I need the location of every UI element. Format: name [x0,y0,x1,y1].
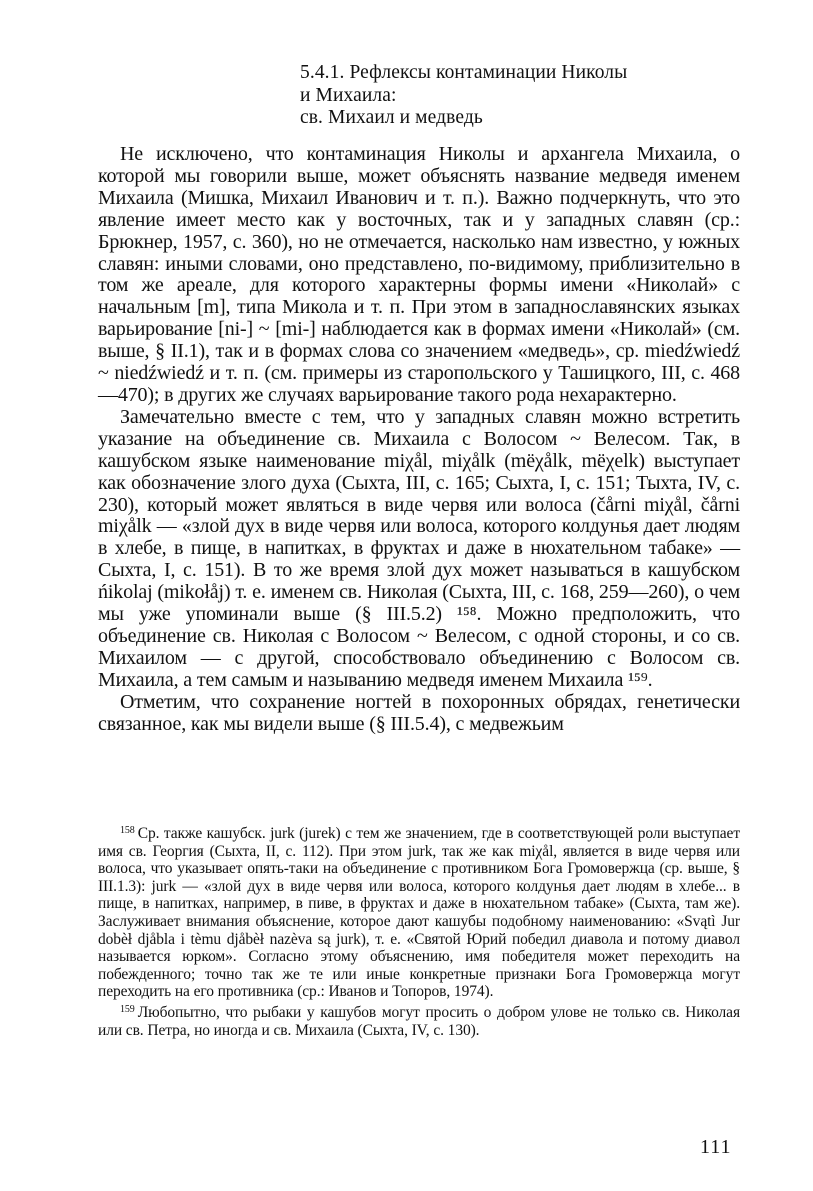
footnote-158 [98,822,740,1001]
heading-line-1: 5.4.1. Рефлексы контаминации Николы [300,62,628,83]
footnote-159 [98,1001,740,1039]
page-number: 111 [700,1136,732,1158]
footnote-number: 158 [120,825,135,836]
paragraph-1: Не исключено, что контаминация Николы и архангела Михаила, о которой мы говорили выше, может объяснять название медведя именем Михаила (Мишка, Михаил Иванович и т. п.). Важно подчеркнуть, что это явление имеет место как у восточных, так и у западных славян (ср.: Брюкнер, 1957, с. 360), но не отмечается, насколько нам известно, у южных славян: иными словами, оно представлено, по-видимому, приблизительно в том же ареале, для которого характерны формы имени «Николай» с начальным [m], типа Микола и т. п. При этом в западнославянских языках варьирование [ni-] ~ [mi-] наблюдается как в формах имени «Николай» (см. выше, § II.1), так и в формах слова со значением «медведь», ср. miedźwiedź ~ niedźwiedź и т. п. (см. примеры из старопольского у Ташицкого, III, с. 468—470); в других же случаях варьирование такого рода нехарактерно. [98,143,740,406]
paragraph-3: Отметим, что сохранение ногтей в похоронных обрядах, генетически связанное, как мы видели выше (§ III.5.4), с медвежьим [98,690,740,735]
heading-line-3: св. Михаил и медведь [300,107,483,128]
section-heading [300,62,760,130]
paragraph-2: Замечательно вместе с тем, что у западных славян можно встретить указание на объединение св. Михаила с Волосом ~ Велесом. Так, в кашубском языке наименование miχål, miχålk (mëχålk, mëχelk) выступает как обозначение злого духа (Сыхта, III, с. 165; Сыхта, I, с. 151; Тыхта, IV, с. 230), который может являться в виде червя или волоса (čårni miχål, čårni miχålk — «злой дух в виде червя или волоса, которого колдунья дает людям в хлебе, в пище, в напитках, в фруктах и даже в нюхательном табаке» — Сыхта, I, с. 151). В то же время злой дух может называться в кашубском ńikolaj (mikołåj) т. е. именем св. Николая (Сыхта, III, с. 168, 259—260), о чем мы уже упоминали выше (§ III.5.2) ¹⁵⁸. Можно предположить, что объединение св. Николая с Волосом ~ Велесом, с одной стороны, и со св. Михаилом — с другой, способствовало объединению с Волосом св. Михаила, а тем самым и называнию медведя именем Михаила ¹⁵⁹. [98,405,740,691]
main-text [98,144,740,735]
footnotes [98,822,740,1039]
footnote-text: Ср. также кашубск. jurk (jurek) с тем же значением, где в соответствующей роли выступает имя св. Георгия (Сыхта, II, с. 112). При этом jurk, так же как miχål, является в виде червя или волоса, что указывает опять-таки на объединение с противником Бога Громовержца (ср. выше, § III.1.3): jurk — «злой дух в виде червя или волоса, которого колдунья дает людям в хлебе... в пище, в напитках, например, в пиве, в фруктах и даже в нюхательном табаке» (Сыхта, там же). Заслуживает внимания объяснение, которое дают кашубы подобному наименованию: «Svątì Jur dobèł djåbla i tèmu djåbèł nazèva są jurk), т. е. «Святой Юрий победил диавола и потому диавол называется юрком». Согласно этому объяснению, имя победителя может переходить на побежденного; точно так же те или иные конкретные признаки Бога Громовержца могут переходить на его противника (ср.: Иванов и Топоров, 1974). [98,825,740,1001]
heading-line-2: и Михаила: [300,84,397,106]
footnote-text: Любопытно, что рыбаки у кашубов могут просить о добром улове не только св. Николая или св. Петра, но иногда и св. Михаила (Сыхта, IV, с. 130). [98,1003,740,1039]
footnote-number: 159 [120,1003,135,1015]
